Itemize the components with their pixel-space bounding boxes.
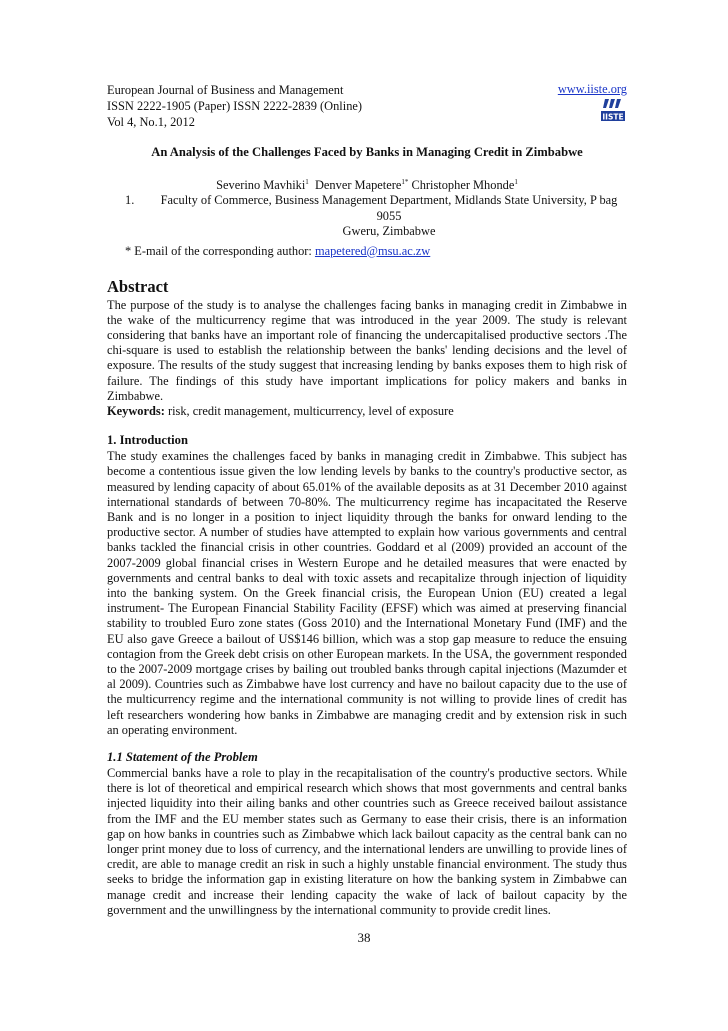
logo-text: IISTE [602,112,624,122]
abstract-heading: Abstract [107,276,169,296]
paper-page [107,82,627,918]
author-list [107,174,627,193]
journal-name: European Journal of Business and Management [107,83,344,97]
journal-issn: ISSN 2222-1905 (Paper) ISSN 2222-2839 (Online) [107,99,363,113]
problem-text: Commercial banks have a role to play in the recapitalisation of the country's productive sectors. While there is lot of theoretical and empirical research which shows that most governments and central banks injected liquidity into their ailing banks and other countries such as Greece received bailout assistance from the IMF and the EU member states such as Germany to ease their crisis, there is an information gap on how banks in countries such as Zimbabwe which lack bailout capacity as the central bank can no longer print money due to loss of currency, and the international lenders are unwilling to provide lines of credit, are able to manage credit an risk in such a highly unstable financial environment. The study thus seeks to bridge the information gap in existing literature on how the banking system in Zimbabwe can manage credit and increase their lending capacity the wake of lack of bailout capacity by the government and the unwillingness by the international community to provide credit lines. [107,765,627,917]
intro-text: The study examines the challenges faced by banks in managing credit in Zimbabwe. This subject has become a contentious issue given the low lending levels by banks to the country's productive sector, as measured by lending capacity of about 65.01% of the available deposits as at 31 December 2010 against international standards of between 70-80%. The multicurrency regime has incapacitated the Reserve Bank and is no longer in a position to inject liquidity through the banks for onward lending to the productive sector. A number of studies have attempted to explain how various governments and central banks tackled the financial crisis in other countries. Goddard et al (2009) provided an account of the 2007-2009 global financial crises in Western Europe and he detailed measures that were enacted by governments and central banks to deal with toxic assets and recapitalize through injection of liquidity into the banking system. On the Greek financial crisis, the European Union (EU) created a legal instrument- The European Financial Stability Facility (EFSF) which was aimed at preserving financial stability to troubled Euro zone states (Goss 2010) and the International Monetary Fund (IMF) and the EU also gave Greece a bailout of US$146 billion, which was a stop gap measure to reduce the ensuing contagion from the Greek debt crisis on other European markets. In the USA, the government responded to the 2007-2009 mortgage crises by bailing out troubled banks through capital injections (Mazumder et al 2009). Countries such as Zimbabwe have lost currency and have no bailout capacity due to the use of the multicurrency regime and the international community is not willing to provide lines of credit has left researchers wondering how banks in Zimbabwe are managing credit and by extension risk in such an operating environment. [107,449,627,737]
author-2-affil: 1* [401,178,409,186]
problem-heading: 1.1 Statement of the Problem [107,749,258,764]
journal-header [107,82,627,130]
author-2: Denver Mapetere [314,178,402,192]
email-link[interactable]: mapetered@msu.ac.zw [314,243,431,258]
journal-url-link[interactable]: www.iiste.org [557,82,627,96]
author-1: Severino Mavhiki [216,178,306,192]
keywords [107,404,627,419]
abstract-text: The purpose of the study is to analyse the challenges facing banks in managing credit in Zimbabwe in the wake of the multicurrency regime that was introduced in the year 2009. The study is relevant considering that banks have an important role of financing the undercapitalised productive sectors .The chi-square is used to establish the relationship between the banks' lending decisions and the level of exposure. The results of the study suggest that increasing lending by banks exposes them to high risk of failure. The findings of this study have important implications for policy makers and banks in Zimbabwe. [107,297,627,403]
affiliation-line-2: Gweru, Zimbabwe [342,224,436,238]
email-label: * E-mail of the corresponding author: [125,243,312,258]
affiliation [125,193,627,240]
journal-volume: Vol 4, No.1, 2012 [107,115,195,129]
author-1-affil: 1 [305,178,309,186]
keywords-text: risk, credit management, multicurrency, level of exposure [167,403,454,418]
paper-title: An Analysis of the Challenges Faced by Banks in Managing Credit in Zimbabwe [151,145,583,159]
author-3-affil: 1 [514,178,518,186]
page-number: 38 [357,930,371,945]
author-3: Christopher Mhonde [411,178,515,192]
affiliation-line-1: Faculty of Commerce, Business Management Department, Midlands State University, P bag 9055 [160,193,618,223]
iiste-logo [601,99,625,123]
affiliation-number: 1. [125,193,135,207]
corresponding-email [125,243,627,259]
intro-heading: 1. Introduction [107,433,188,448]
keywords-label: Keywords: [107,403,165,418]
